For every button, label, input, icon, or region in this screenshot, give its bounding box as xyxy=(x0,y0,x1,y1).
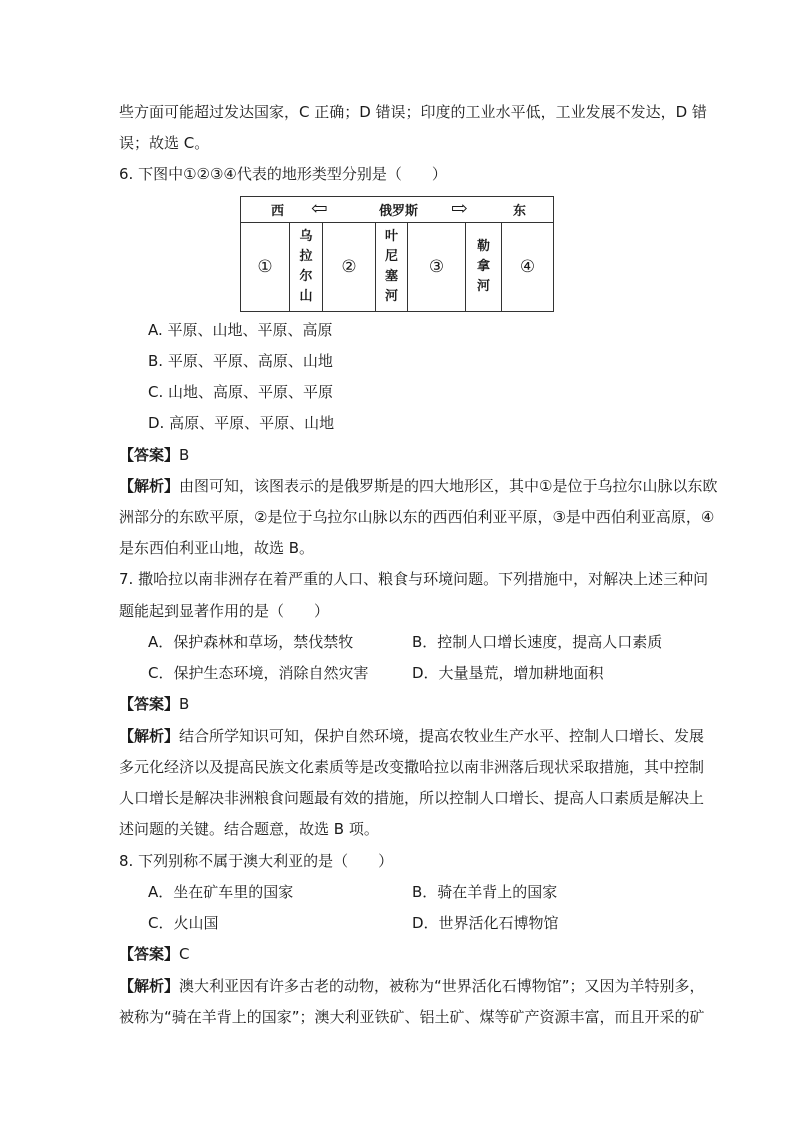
east-label: 东 xyxy=(513,204,527,219)
question-7-line-1: 7. 撒哈拉以南非洲存在着严重的人口、粮食与环境问题。下列措施中，对解决上述三种问 xyxy=(119,570,709,588)
region-3 xyxy=(408,222,465,311)
analysis-label: 【解析】 xyxy=(119,477,180,495)
region-4 xyxy=(502,222,553,311)
country-label: 俄罗斯 xyxy=(379,204,419,219)
right-arrow-icon: ⇨ xyxy=(451,196,468,220)
q6-analysis-3: 是东西伯利亚山地，故选 B。 xyxy=(119,539,315,557)
lena-river-label: 勒拿河 xyxy=(476,238,490,294)
analysis-text: 由图可知，该图表示的是俄罗斯是的四大地形区，其中①是位于乌拉尔山脉以东欧 xyxy=(179,477,718,495)
yenisei-river-label: 叶尼塞河 xyxy=(384,228,398,304)
q8-analysis-2: 被称为“骑在羊背上的国家”；澳大利亚铁矿、铝土矿、煤等矿产资源丰富，而且开采的矿 xyxy=(119,1008,705,1026)
analysis-label: 【解析】 xyxy=(119,727,180,745)
lena-river-cell xyxy=(466,222,501,311)
left-arrow-icon: ⇦ xyxy=(311,196,328,220)
diagram-header xyxy=(241,197,553,223)
region-2 xyxy=(323,222,375,311)
q6-answer xyxy=(119,445,189,465)
region-4-label: ④ xyxy=(519,256,536,277)
q6-option-b: B. 平原、平原、高原、山地 xyxy=(148,352,333,370)
q7-option-a: A．保护森林和草场，禁伐禁牧 xyxy=(148,633,354,651)
q6-analysis-2: 洲部分的东欧平原，②是位于乌拉尔山脉以东的西西伯利亚平原，③是中西伯利亚高原，④ xyxy=(119,508,715,526)
region-2-label: ② xyxy=(341,256,357,277)
q8-option-d: D．世界活化石博物馆 xyxy=(412,914,559,932)
q7-option-d: D．大量垦荒，增加耕地面积 xyxy=(412,664,604,682)
q7-analysis-4: 述问题的关键。结合题意，故选 B 项。 xyxy=(119,820,379,838)
q8-answer xyxy=(119,944,190,964)
answer-value: B xyxy=(179,446,190,464)
q6-option-a: A. 平原、山地、平原、高原 xyxy=(148,321,333,339)
analysis-text: 澳大利亚因有许多古老的动物，被称为“世界活化石博物馆”；又因为羊特别多， xyxy=(179,977,705,995)
yenisei-river-cell xyxy=(376,222,407,311)
answer-label: 【答案】 xyxy=(119,446,180,464)
answer-value: B xyxy=(179,695,190,713)
q8-option-c: C．火山国 xyxy=(148,914,219,932)
q8-option-b: B．骑在羊背上的国家 xyxy=(412,883,558,901)
q7-option-c: C．保护生态环境，消除自然灾害 xyxy=(148,664,369,682)
q7-analysis-3: 人口增长是解决非洲粮食问题最有效的措施，所以控制人口增长、提高人口素质是解决上 xyxy=(119,789,705,807)
q6-analysis-1 xyxy=(119,476,717,496)
line-1: 些方面可能超过发达国家，C 正确；D 错误；印度的工业水平低，工业发展不发达，D 错 xyxy=(119,103,707,121)
question-7-line-2: 题能起到显著作用的是（ ） xyxy=(119,602,330,620)
answer-label: 【答案】 xyxy=(119,945,180,963)
q8-analysis-1 xyxy=(119,976,705,996)
question-6: 6. 下图中①②③④代表的地形类型分别是（ ） xyxy=(119,165,447,183)
line-2: 误；故选 C。 xyxy=(119,134,210,152)
analysis-text: 结合所学知识可知，保护自然环境，提高农牧业生产水平、控制人口增长、发展 xyxy=(179,727,705,745)
q8-option-a: A．坐在矿车里的国家 xyxy=(148,883,294,901)
q6-option-c: C. 山地、高原、平原、平原 xyxy=(148,383,334,401)
region-3-label: ③ xyxy=(428,256,445,277)
q7-answer xyxy=(119,694,189,714)
ural-mountains-cell xyxy=(290,222,322,311)
q6-option-d: D. 高原、平原、平原、山地 xyxy=(148,414,335,432)
answer-value: C xyxy=(179,945,190,963)
q7-option-b: B．控制人口增长速度，提高人口素质 xyxy=(412,633,663,651)
q7-analysis-1 xyxy=(119,726,704,746)
region-1 xyxy=(241,222,289,311)
analysis-label: 【解析】 xyxy=(119,977,180,995)
answer-label: 【答案】 xyxy=(119,695,180,713)
ural-mountains-label: 乌拉尔山 xyxy=(299,228,313,304)
west-label: 西 xyxy=(271,204,285,219)
q7-analysis-2: 多元化经济以及提高民族文化素质等是改变撒哈拉以南非洲落后现状采取措施，其中控制 xyxy=(119,758,705,776)
question-8: 8. 下列别称不属于澳大利亚的是（ ） xyxy=(119,852,394,870)
region-1-label: ① xyxy=(257,256,273,277)
russia-terrain-diagram xyxy=(240,196,554,312)
